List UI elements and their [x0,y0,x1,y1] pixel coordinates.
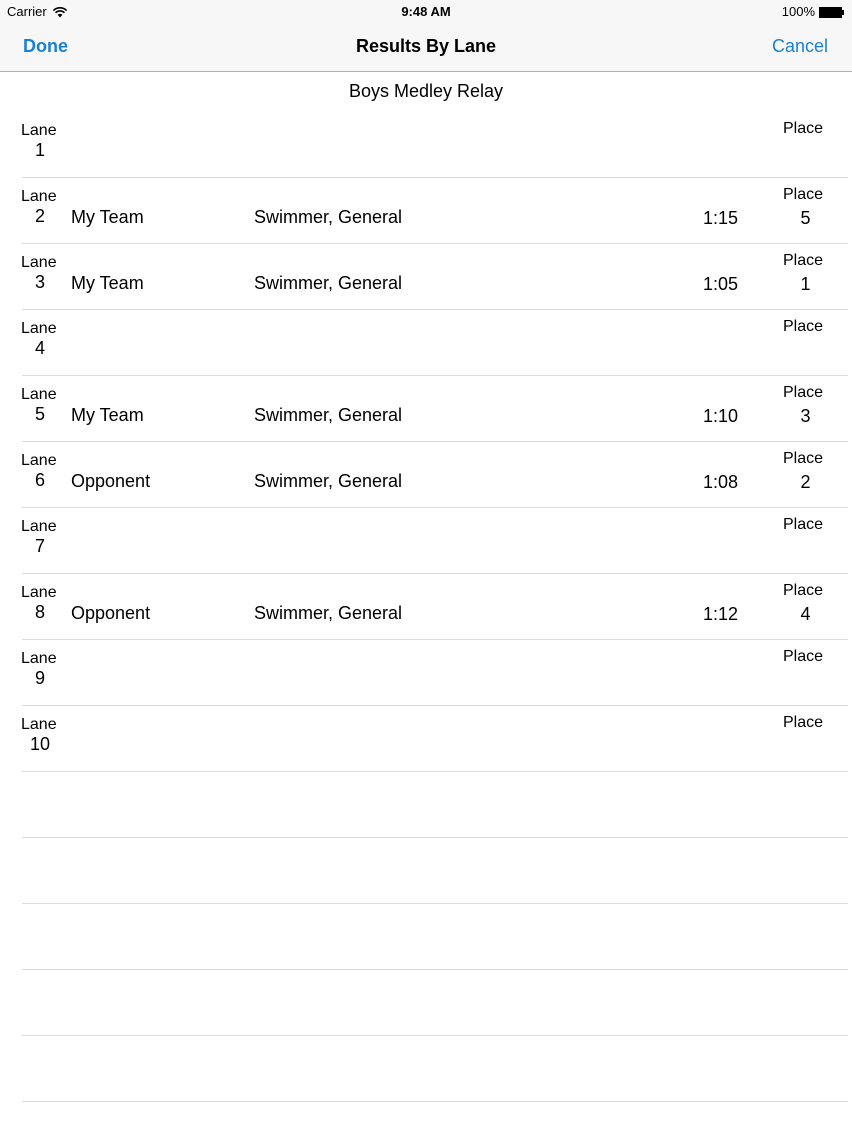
lane-number: 2 [34,206,45,226]
lane-label: Lane [21,452,57,469]
team-name: My Team [71,207,144,227]
lane-label: Lane [21,320,57,337]
empty-row [22,904,848,970]
lane-label: Lane [21,584,57,601]
place-label: Place [783,252,824,269]
swimmer-name: Swimmer, General [254,273,403,293]
place-label: Place [783,582,824,599]
place-number: 5 [800,208,811,228]
result-time: 1:15 [702,208,738,228]
swimmer-name: Swimmer, General [254,471,403,491]
lane-row[interactable] [22,244,848,310]
result-time: 1:12 [702,604,738,624]
lane-row[interactable] [22,574,848,640]
place-number: 1 [800,274,811,294]
result-time: 1:05 [702,274,738,294]
empty-row [22,970,848,1036]
lane-label: Lane [21,122,57,139]
swimmer-name: Swimmer, General [254,405,403,425]
lane-row[interactable] [22,508,848,574]
place-label: Place [783,384,824,401]
lanes-table [0,112,852,1102]
done-button[interactable]: Done [23,36,68,56]
place-number: 2 [800,472,811,492]
place-label: Place [783,318,824,335]
place-number: 3 [800,406,811,426]
status-time: 9:48 AM [401,4,451,19]
team-name: My Team [71,273,144,293]
place-label: Place [783,450,824,467]
lane-number: 5 [34,404,45,424]
page-title: Results By Lane [355,36,497,56]
lane-row[interactable] [22,640,848,706]
team-name: Opponent [71,603,151,623]
carrier-label: Carrier [7,4,47,19]
lane-row[interactable] [22,310,848,376]
lane-number: 6 [34,470,45,490]
lane-row[interactable] [22,178,848,244]
empty-row [22,838,848,904]
lane-number: 8 [34,602,45,622]
navigation-bar [0,24,852,72]
lane-label: Lane [21,254,57,271]
lane-number: 4 [34,338,45,358]
empty-row [22,1036,848,1102]
lane-label: Lane [21,650,57,667]
place-label: Place [783,648,824,665]
lane-label: Lane [21,716,57,733]
lane-row[interactable] [22,706,848,772]
place-label: Place [783,120,824,137]
event-title: Boys Medley Relay [348,81,504,101]
lane-number: 9 [34,668,45,688]
lane-number: 7 [34,536,45,556]
empty-row [22,772,848,838]
battery-percent: 100% [781,4,815,19]
team-name: Opponent [71,471,151,491]
status-bar [0,0,852,24]
battery-icon [819,6,845,17]
lane-label: Lane [21,386,57,403]
place-label: Place [783,714,824,731]
place-label: Place [783,516,824,533]
lane-row[interactable] [22,112,848,178]
swimmer-name: Swimmer, General [254,603,403,623]
lane-row[interactable] [22,442,848,508]
place-label: Place [783,186,824,203]
lane-number: 1 [34,140,45,160]
lane-number: 10 [29,734,51,754]
team-name: My Team [71,405,144,425]
lane-label: Lane [21,188,57,205]
status-right [782,4,845,19]
lane-label: Lane [21,518,57,535]
cancel-button[interactable]: Cancel [771,36,828,56]
place-number: 4 [800,604,811,624]
lane-number: 3 [34,272,45,292]
result-time: 1:08 [702,472,738,492]
result-time: 1:10 [702,406,738,426]
lane-row[interactable] [22,376,848,442]
swimmer-name: Swimmer, General [254,207,403,227]
